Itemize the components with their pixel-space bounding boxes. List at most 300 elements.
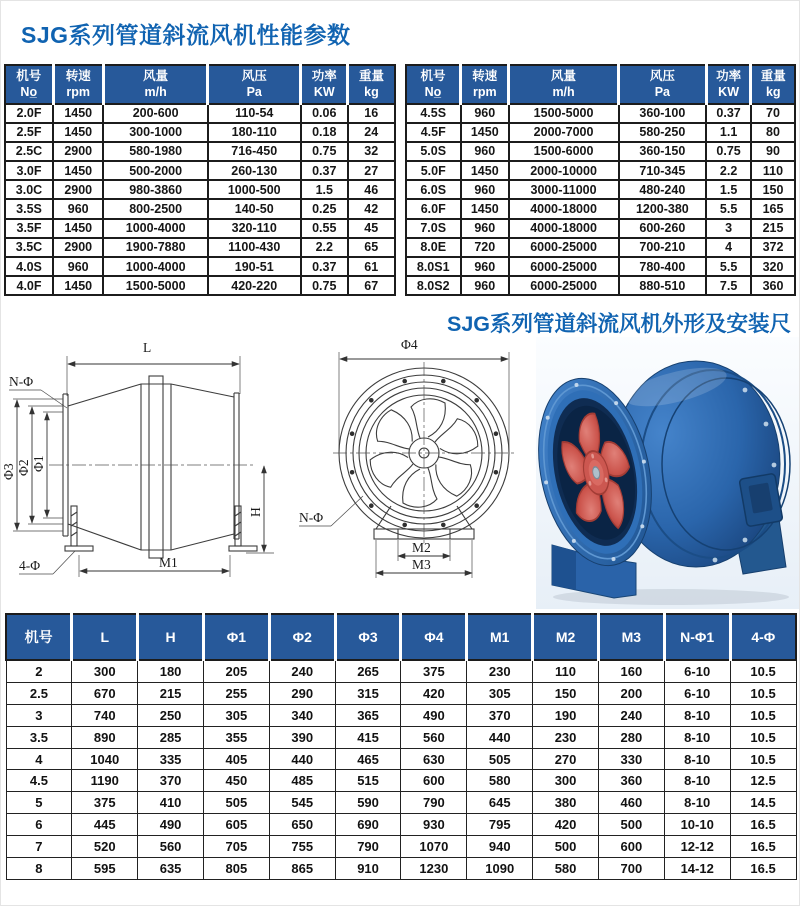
table-row (6, 682, 796, 704)
table-cell: 16.5 (730, 814, 796, 836)
table-cell: 410 (138, 792, 204, 814)
table-header (6, 614, 796, 660)
table-cell: 0.75 (301, 142, 348, 161)
table-cell: 505 (203, 792, 269, 814)
table-cell: 710-345 (619, 161, 707, 180)
table-cell: 1450 (53, 276, 103, 295)
col-header-airflow (103, 65, 207, 104)
table-cell: 740 (72, 704, 138, 726)
table-cell: 450 (203, 770, 269, 792)
table-cell: 10.5 (730, 682, 796, 704)
dim-col-4phi: 4-Φ (730, 614, 796, 660)
table-cell: 2.5C (5, 142, 53, 161)
table-cell: 360 (598, 770, 664, 792)
table-cell: 630 (401, 748, 467, 770)
table-cell: 375 (401, 660, 467, 682)
dim-col-phi1: Φ1 (203, 614, 269, 660)
table-cell: 580 (533, 858, 599, 880)
table-cell: 7 (6, 836, 72, 858)
table-header (5, 65, 395, 104)
table-cell: 380 (533, 792, 599, 814)
table-cell: 305 (467, 682, 533, 704)
header-line1: 风量 (143, 69, 169, 83)
table-cell: 2.2 (706, 161, 751, 180)
header-line1: 机号 (16, 69, 42, 83)
svg-text:M2: M2 (412, 540, 431, 555)
table-cell: 420 (401, 682, 467, 704)
table-cell: 16.5 (730, 858, 796, 880)
table-cell: 110-54 (208, 104, 301, 123)
dim-col-model: 机号 (6, 614, 72, 660)
table-cell: 790 (335, 836, 401, 858)
table-body (5, 104, 395, 296)
col-header-weight (348, 65, 395, 104)
table-cell: 580-250 (619, 123, 707, 142)
table-body (406, 104, 796, 296)
header-line1: 机号 (420, 69, 446, 83)
table-cell: 1500-5000 (103, 276, 207, 295)
table-cell: 500 (598, 814, 664, 836)
table-cell: 700 (598, 858, 664, 880)
table-cell: 150 (533, 682, 599, 704)
table-cell: 215 (751, 219, 795, 238)
table-cell: 305 (203, 704, 269, 726)
header-line1: 风压 (241, 69, 267, 83)
table-cell: 5.0S (406, 142, 461, 161)
table-cell: 67 (348, 276, 395, 295)
col-header-pressure (208, 65, 301, 104)
table-cell: 190 (533, 704, 599, 726)
table-cell: 372 (751, 238, 795, 257)
table-row (6, 770, 796, 792)
table-cell: 3.0C (5, 180, 53, 199)
table-cell: 980-3860 (103, 180, 207, 199)
table-cell: 600 (401, 770, 467, 792)
header-line2: m/h (144, 85, 167, 100)
table-cell: 700-210 (619, 238, 707, 257)
table-row (5, 104, 395, 123)
table-cell: 370 (138, 770, 204, 792)
table-cell: 240 (269, 660, 335, 682)
table-cell: 480-240 (619, 180, 707, 199)
table-row (5, 257, 395, 276)
table-cell: 240 (598, 704, 664, 726)
header-line2: rpm (66, 85, 91, 100)
table-cell: 4000-18000 (509, 219, 619, 238)
table-cell: 4.5 (6, 770, 72, 792)
table-cell: 790 (401, 792, 467, 814)
table-cell: 1070 (401, 836, 467, 858)
table-cell: 8.0S2 (406, 276, 461, 295)
table-cell: 960 (53, 199, 103, 218)
table-cell: 300 (72, 660, 138, 682)
table-cell: 3000-11000 (509, 180, 619, 199)
table-cell: 465 (335, 748, 401, 770)
table-cell: 1450 (53, 123, 103, 142)
table-cell: 445 (72, 814, 138, 836)
table-cell: 605 (203, 814, 269, 836)
table-cell: 65 (348, 238, 395, 257)
table-cell: 1100-430 (208, 238, 301, 257)
table-cell: 960 (461, 180, 509, 199)
table-cell: 200 (598, 682, 664, 704)
table-cell: 930 (401, 814, 467, 836)
table-cell: 415 (335, 726, 401, 748)
dim-col-M1: M1 (467, 614, 533, 660)
table-cell: 0.37 (301, 257, 348, 276)
table-cell: 800-2500 (103, 199, 207, 218)
table-cell: 0.06 (301, 104, 348, 123)
header-line2: m/h (552, 85, 575, 100)
table-cell: 320 (751, 257, 795, 276)
table-cell: 1450 (53, 219, 103, 238)
table-cell: 250 (138, 704, 204, 726)
table-row (5, 180, 395, 199)
table-row (406, 257, 796, 276)
performance-title: SJG系列管道斜流风机性能参数 (21, 22, 351, 48)
table-cell: 280 (598, 726, 664, 748)
header-line2: kg (364, 85, 379, 100)
table-cell: 215 (138, 682, 204, 704)
table-cell: 10-10 (664, 814, 730, 836)
table-cell: 6.0S (406, 180, 461, 199)
table-cell: 2 (6, 660, 72, 682)
svg-text:H: H (248, 507, 263, 517)
table-cell: 0.25 (301, 199, 348, 218)
table-row (6, 660, 796, 682)
svg-text:Φ1: Φ1 (31, 455, 46, 472)
table-cell: 520 (72, 836, 138, 858)
table-cell: 1000-4000 (103, 257, 207, 276)
table-cell: 4.0S (5, 257, 53, 276)
table-cell: 0.37 (706, 104, 751, 123)
table-row (406, 104, 796, 123)
table-cell: 8.0S1 (406, 257, 461, 276)
table-cell: 46 (348, 180, 395, 199)
l-dimension (67, 340, 240, 396)
table-cell: 200-600 (103, 104, 207, 123)
table-cell: 1.5 (706, 180, 751, 199)
table-cell: 1040 (72, 748, 138, 770)
header-line2: No̲ (424, 85, 442, 100)
performance-table-left (4, 64, 396, 296)
table-cell: 705 (203, 836, 269, 858)
table-cell: 27 (348, 161, 395, 180)
table-cell: 880-510 (619, 276, 707, 295)
table-cell: 360-100 (619, 104, 707, 123)
table-cell: 490 (138, 814, 204, 836)
svg-text:M3: M3 (412, 557, 431, 572)
table-cell: 755 (269, 836, 335, 858)
junction-box (739, 473, 783, 527)
table-cell: 2900 (53, 180, 103, 199)
n-phi-callout (9, 374, 67, 408)
table-cell: 320-110 (208, 219, 301, 238)
dimensions-table (5, 613, 797, 880)
table-cell: 3 (6, 704, 72, 726)
table-cell: 580-1980 (103, 142, 207, 161)
table-cell: 5 (6, 792, 72, 814)
dimensions-title: SJG系列管道斜流风机外形及安装尺 (446, 312, 792, 336)
header-line1: 转速 (472, 69, 498, 83)
table-cell: 545 (269, 792, 335, 814)
table-cell: 360 (751, 276, 795, 295)
table-cell: 330 (598, 748, 664, 770)
table-cell: 865 (269, 858, 335, 880)
table-cell: 90 (751, 142, 795, 161)
table-cell: 180 (138, 660, 204, 682)
fan-casing-outline (68, 384, 234, 550)
table-cell: 8.0E (406, 238, 461, 257)
dim-col-Nphi1: N-Φ1 (664, 614, 730, 660)
table-cell: 805 (203, 858, 269, 880)
table-cell: 4 (6, 748, 72, 770)
table-cell: 960 (461, 257, 509, 276)
table-cell: 505 (467, 748, 533, 770)
table-cell: 6-10 (664, 660, 730, 682)
table-cell: 6000-25000 (509, 238, 619, 257)
table-cell: 230 (467, 660, 533, 682)
table-cell: 300-1000 (103, 123, 207, 142)
table-row (6, 748, 796, 770)
col-header-pressure (619, 65, 707, 104)
dim-col-phi4: Φ4 (401, 614, 467, 660)
table-cell: 14-12 (664, 858, 730, 880)
table-cell: 3.5C (5, 238, 53, 257)
table-cell: 285 (138, 726, 204, 748)
table-cell: 2.0F (5, 104, 53, 123)
table-cell: 230 (533, 726, 599, 748)
col-header-power (706, 65, 751, 104)
table-cell: 1000-500 (208, 180, 301, 199)
table-cell: 4.0F (5, 276, 53, 295)
table-row (406, 276, 796, 295)
table-cell: 635 (138, 858, 204, 880)
table-cell: 10.5 (730, 726, 796, 748)
table-cell: 0.37 (301, 161, 348, 180)
table-cell: 7.5 (706, 276, 751, 295)
table-cell: 61 (348, 257, 395, 276)
table-header (406, 65, 796, 104)
table-cell: 960 (461, 276, 509, 295)
table-cell: 560 (401, 726, 467, 748)
header-line1: 重量 (760, 69, 786, 83)
table-cell: 6 (6, 814, 72, 836)
table-cell: 265 (335, 660, 401, 682)
table-cell: 716-450 (208, 142, 301, 161)
col-header-speed (53, 65, 103, 104)
table-cell: 160 (598, 660, 664, 682)
header-line2: Pa (654, 85, 670, 100)
table-row (406, 142, 796, 161)
table-row (406, 161, 796, 180)
table-cell: 370 (467, 704, 533, 726)
table-cell: 360-150 (619, 142, 707, 161)
svg-text:Φ3: Φ3 (1, 463, 16, 480)
table-cell: 110 (751, 161, 795, 180)
table-cell: 3.5S (5, 199, 53, 218)
table-cell: 3 (706, 219, 751, 238)
header-line2: KW (718, 85, 739, 100)
table-row (5, 238, 395, 257)
table-cell: 2900 (53, 238, 103, 257)
header-line2: Pa (246, 85, 262, 100)
table-row (406, 219, 796, 238)
table-cell: 1450 (461, 161, 509, 180)
table-cell: 1230 (401, 858, 467, 880)
svg-text:L: L (143, 340, 152, 355)
col-header-airflow (509, 65, 619, 104)
center-crosshair (333, 362, 515, 546)
col-header-speed (461, 65, 509, 104)
drawings-section (1, 334, 800, 611)
table-cell: 600-260 (619, 219, 707, 238)
table-cell: 1200-380 (619, 199, 707, 218)
table-cell: 600 (598, 836, 664, 858)
table-cell: 2.5F (5, 123, 53, 142)
side-view-drawing (1, 334, 301, 611)
col-header-weight (751, 65, 795, 104)
table-cell: 670 (72, 682, 138, 704)
table-row (5, 199, 395, 218)
svg-text:4-Φ: 4-Φ (19, 558, 41, 573)
dim-col-M2: M2 (533, 614, 599, 660)
table-cell: 1190 (72, 770, 138, 792)
table-cell: 150 (751, 180, 795, 199)
table-row (6, 836, 796, 858)
table-cell: 1900-7880 (103, 238, 207, 257)
table-row (406, 180, 796, 199)
table-cell: 910 (335, 858, 401, 880)
table-cell: 595 (72, 858, 138, 880)
table-cell: 420 (533, 814, 599, 836)
table-cell: 890 (72, 726, 138, 748)
table-cell: 405 (203, 748, 269, 770)
table-cell: 1450 (461, 199, 509, 218)
dim-col-L: L (72, 614, 138, 660)
svg-text:N-Φ: N-Φ (299, 510, 324, 525)
table-cell: 440 (269, 748, 335, 770)
table-cell: 1450 (461, 123, 509, 142)
header-line2: KW (313, 85, 335, 100)
table-cell: 3.0F (5, 161, 53, 180)
table-cell: 180-110 (208, 123, 301, 142)
header-line2: rpm (472, 85, 497, 100)
table-cell: 500-2000 (103, 161, 207, 180)
table-cell: 16 (348, 104, 395, 123)
table-cell: 140-50 (208, 199, 301, 218)
table-cell: 375 (72, 792, 138, 814)
table-cell: 0.75 (706, 142, 751, 161)
table-cell: 1450 (53, 104, 103, 123)
header-line1: 风量 (551, 69, 577, 83)
table-cell: 500 (533, 836, 599, 858)
table-cell: 10.5 (730, 660, 796, 682)
table-cell: 45 (348, 219, 395, 238)
svg-text:M1: M1 (159, 555, 178, 570)
table-cell: 24 (348, 123, 395, 142)
header-line1: 功率 (311, 69, 337, 83)
table-cell: 80 (751, 123, 795, 142)
fan-photo (536, 337, 800, 609)
table-cell: 485 (269, 770, 335, 792)
table-cell: 440 (467, 726, 533, 748)
table-cell: 490 (401, 704, 467, 726)
dim-col-phi2: Φ2 (269, 614, 335, 660)
table-cell: 205 (203, 660, 269, 682)
header-line1: 转速 (65, 69, 91, 83)
table-cell: 420-220 (208, 276, 301, 295)
table-cell: 8-10 (664, 726, 730, 748)
table-cell: 960 (53, 257, 103, 276)
table-cell: 270 (533, 748, 599, 770)
table-cell: 2.5 (6, 682, 72, 704)
table-cell: 2.2 (301, 238, 348, 257)
table-cell: 4.5F (406, 123, 461, 142)
table-cell: 70 (751, 104, 795, 123)
table-cell: 260-130 (208, 161, 301, 180)
table-cell: 32 (348, 142, 395, 161)
table-cell: 14.5 (730, 792, 796, 814)
dim-col-phi3: Φ3 (335, 614, 401, 660)
table-cell: 8-10 (664, 770, 730, 792)
header-line1: 重量 (358, 69, 384, 83)
performance-table-right (405, 64, 797, 296)
table-cell: 0.55 (301, 219, 348, 238)
table-cell: 110 (533, 660, 599, 682)
table-cell: 6-10 (664, 682, 730, 704)
table-cell: 1500-6000 (509, 142, 619, 161)
table-cell: 940 (467, 836, 533, 858)
table-row (406, 123, 796, 142)
h-dimension (246, 466, 274, 553)
table-cell: 2000-10000 (509, 161, 619, 180)
table-cell: 795 (467, 814, 533, 836)
table-row (5, 219, 395, 238)
table-row (5, 142, 395, 161)
table-cell: 780-400 (619, 257, 707, 276)
table-cell: 365 (335, 704, 401, 726)
table-cell: 290 (269, 682, 335, 704)
col-header-power (301, 65, 348, 104)
table-cell: 1.5 (301, 180, 348, 199)
table-cell: 8 (6, 858, 72, 880)
table-cell: 42 (348, 199, 395, 218)
table-cell: 1450 (53, 161, 103, 180)
front-view-drawing (293, 334, 533, 611)
table-cell: 355 (203, 726, 269, 748)
table-cell: 560 (138, 836, 204, 858)
table-cell: 340 (269, 704, 335, 726)
table-cell: 165 (751, 199, 795, 218)
table-cell: 1500-5000 (509, 104, 619, 123)
svg-text:N-Φ: N-Φ (9, 374, 34, 389)
table-cell: 960 (461, 219, 509, 238)
table-cell: 4000-18000 (509, 199, 619, 218)
table-cell: 5.0F (406, 161, 461, 180)
table-cell: 7.0S (406, 219, 461, 238)
performance-tables (4, 64, 796, 296)
table-cell: 3.5F (5, 219, 53, 238)
col-header-model (5, 65, 53, 104)
table-cell: 190-51 (208, 257, 301, 276)
table-cell: 8-10 (664, 748, 730, 770)
table-cell: 8-10 (664, 792, 730, 814)
table-cell: 0.18 (301, 123, 348, 142)
table-cell: 690 (335, 814, 401, 836)
table-cell: 255 (203, 682, 269, 704)
table-cell: 515 (335, 770, 401, 792)
